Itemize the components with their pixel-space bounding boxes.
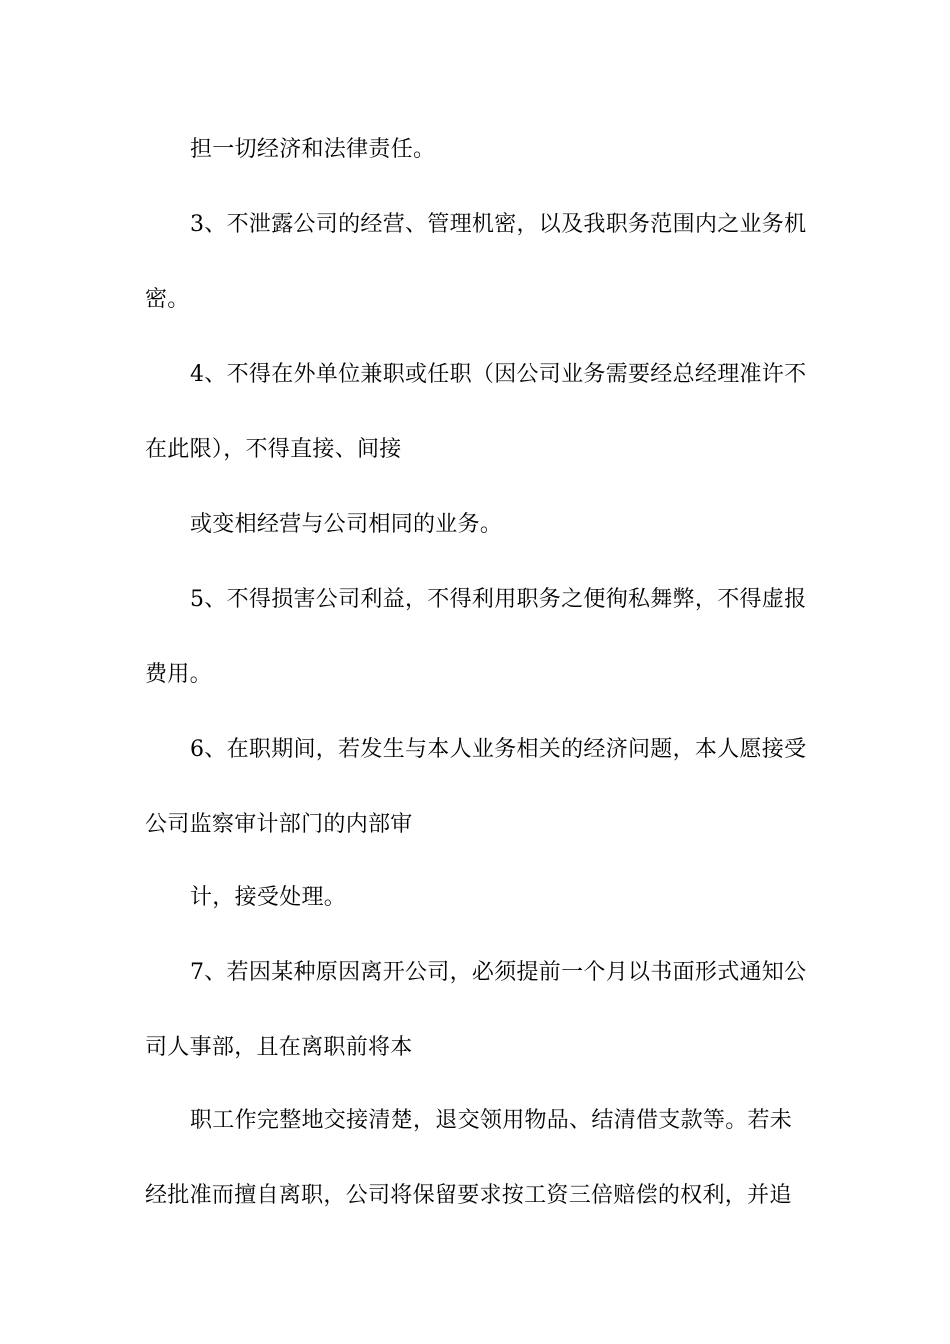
paragraph-line: 担一切经济和法律责任。 bbox=[190, 137, 436, 162]
paragraph-line: 4、不得在外单位兼职或任职（因公司业务需要经总经理准许不 bbox=[190, 362, 807, 387]
paragraph-line: 或变相经营与公司相同的业务。 bbox=[190, 512, 503, 537]
paragraph-line: 在此限），不得直接、间接 bbox=[145, 437, 402, 462]
paragraph-line: 计，接受处理。 bbox=[190, 885, 347, 910]
paragraph-line: 费用。 bbox=[145, 662, 212, 687]
paragraph-line: 司人事部，且在离职前将本 bbox=[145, 1035, 413, 1060]
paragraph-line: 5、不得损害公司利益，不得利用职务之便徇私舞弊，不得虚报 bbox=[190, 587, 807, 612]
paragraph-line: 密。 bbox=[145, 287, 190, 312]
paragraph-line: 7、若因某种原因离开公司，必须提前一个月以书面形式通知公 bbox=[190, 960, 807, 985]
paragraph-line: 职工作完整地交接清楚，退交领用物品、结清借支款等。若未 bbox=[190, 1108, 793, 1133]
paragraph-line: 3、不泄露公司的经营、管理机密，以及我职务范围内之业务机 bbox=[190, 212, 807, 237]
paragraph-line: 公司监察审计部门的内部审 bbox=[145, 812, 413, 837]
paragraph-line: 经批准而擅自离职，公司将保留要求按工资三倍赔偿的权利，并追 bbox=[145, 1183, 792, 1208]
paragraph-line: 6、在职期间，若发生与本人业务相关的经济问题，本人愿接受 bbox=[190, 737, 807, 762]
